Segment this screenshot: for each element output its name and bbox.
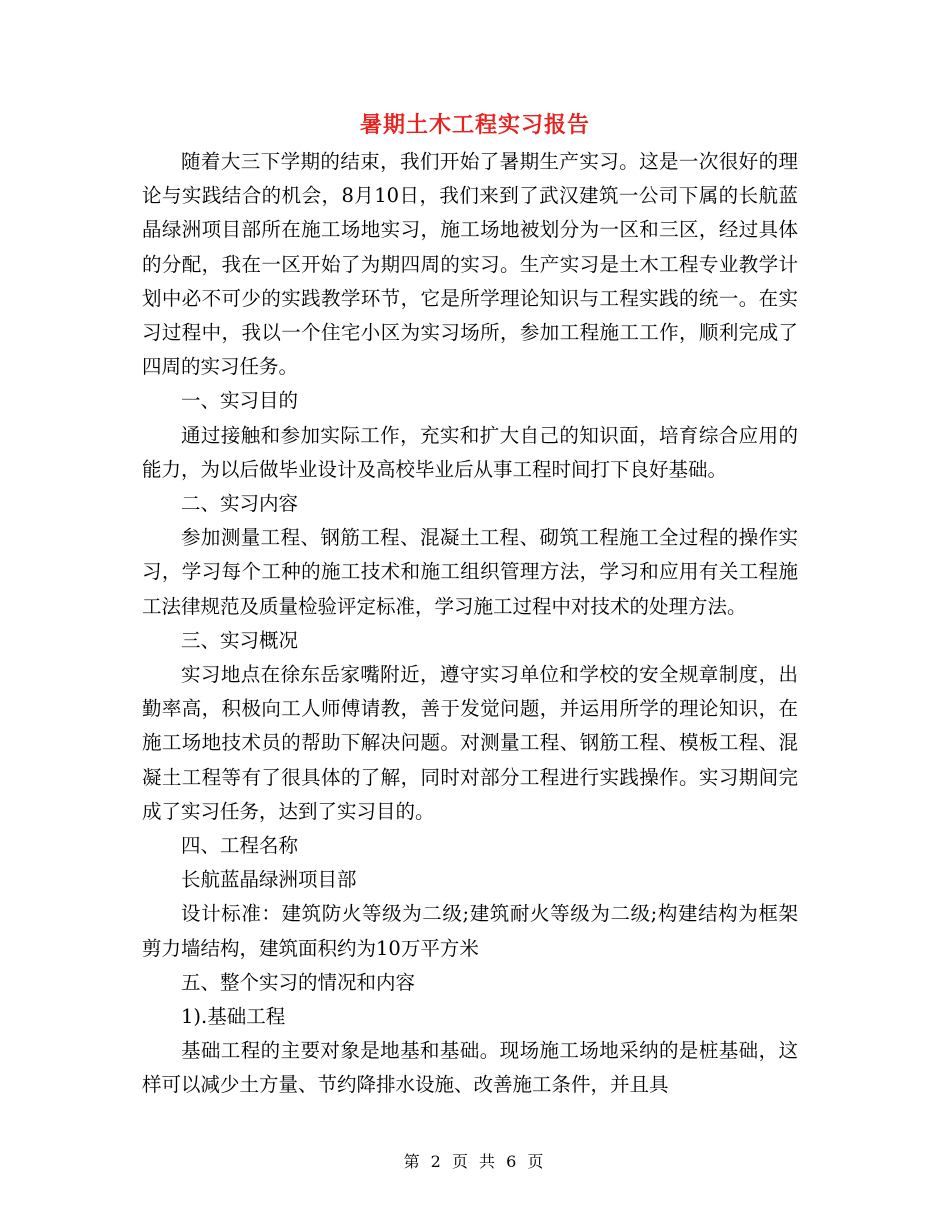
section-heading-project-name: 四、工程名称 <box>181 834 299 858</box>
overview-paragraph: 实习地点在徐东岳家嘴附近，遵守实习单位和学校的安全规章制度，出勤率高，积极向工人师傅请教，善于发觉问题，并运用所学的理论知识，在施工场地技术员的帮助下解决问题。对测量工程、钢筋工程、模板工程、混凝土工程等有了很具体的了解，同时对部分工程进行实践操作。实习期间完成了实习任务，达到了实习目的。 <box>142 663 798 823</box>
purpose-paragraph: 通过接触和参加实际工作，充实和扩大自己的知识面，培育综合应用的能力，为以后做毕业设计及高校毕业后从事工程时间打下良好基础。 <box>142 423 798 481</box>
section-heading-overview: 三、实习概况 <box>181 628 299 652</box>
section-heading-content: 二、实习内容 <box>181 492 299 516</box>
section-heading-purpose: 一、实习目的 <box>181 389 299 413</box>
content-paragraph: 参加测量工程、钢筋工程、混凝土工程、砌筑工程施工全过程的操作实习，学习每个工种的施工技术和施工组织管理方法，学习和应用有关工程施工法律规范及质量检验评定标准，学习施工过程中对技术的处理方法。 <box>142 526 798 618</box>
page-title: 暑期土木工程实习报告 <box>359 112 590 138</box>
subsection-heading-foundation: 1).基础工程 <box>181 1005 286 1029</box>
page-footer: 第 2 页 共 6 页 <box>403 1152 547 1171</box>
design-standard-paragraph: 设计标准：建筑防火等级为二级;建筑耐火等级为二级;构建结构为框架剪力墙结构，建筑面积约为10万平方米 <box>142 902 798 960</box>
section-heading-details: 五、整个实习的情况和内容 <box>181 970 416 994</box>
document-body <box>142 145 798 1103</box>
project-name-paragraph: 长航蓝晶绿洲项目部 <box>181 868 357 892</box>
intro-paragraph: 随着大三下学期的结束，我们开始了暑期生产实习。这是一次很好的理论与实践结合的机会，8月10日，我们来到了武汉建筑一公司下属的长航蓝晶绿洲项目部所在施工场地实习，施工场地被划分为一区和三区，经过具体的分配，我在一区开始了为期四周的实习。生产实习是土木工程专业教学计划中必不可少的实践教学环节，它是所学理论知识与工程实践的统一。在实习过程中，我以一个住宅小区为实习场所，参加工程施工工作，顺利完成了四周的实习任务。 <box>142 150 798 379</box>
foundation-paragraph: 基础工程的主要对象是地基和基础。现场施工场地采纳的是桩基础，这样可以减少土方量、节约降排水设施、改善施工条件，并且具 <box>142 1039 798 1097</box>
